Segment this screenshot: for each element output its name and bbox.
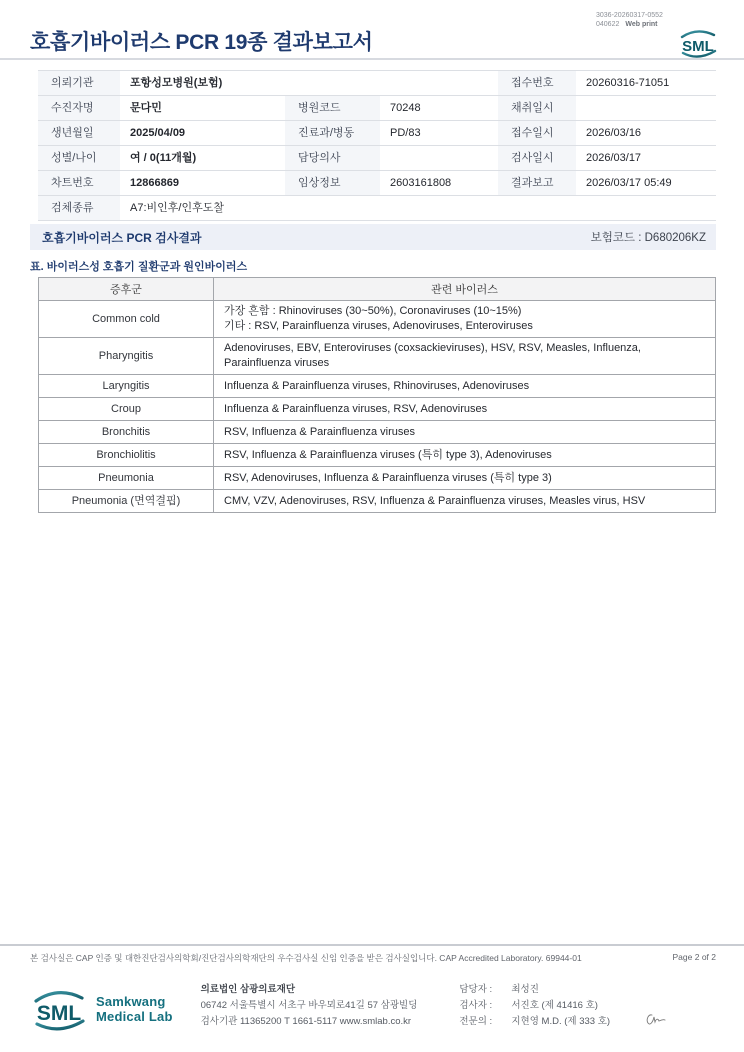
syndrome-cell: Pharyngitis [39, 338, 214, 375]
table-row [39, 421, 716, 444]
svg-text:SML: SML [682, 38, 714, 55]
syndrome-cell: Pneumonia [39, 467, 214, 490]
table-caption: 표. 바이러스성 호흡기 질환군과 원인바이러스 [30, 261, 248, 273]
patient-value: 문다민 [130, 102, 162, 114]
table-row [39, 301, 716, 338]
hospital-code-label: 병원코드 [285, 96, 380, 120]
test-date-value: 2026/03/17 [586, 152, 642, 164]
doctor-label: 담당의사 [285, 146, 380, 170]
viruses-cell [214, 301, 716, 338]
specimen-value: A7:비인후/인후도찰 [130, 202, 224, 214]
table-row [39, 338, 716, 375]
viruses-line2: 기타 : RSV, Parainfluenza viruses, Adenoviruses, Enteroviruses [224, 320, 533, 332]
brand-line1: Samkwang [96, 994, 166, 1009]
syndrome-cell: Laryngitis [39, 375, 214, 398]
footer-divider [0, 944, 744, 946]
table-row [39, 398, 716, 421]
organization-contact: 검사기관 11365200 T 1661-5117 www.smlab.co.kr [200, 1016, 412, 1027]
viruses-cell: RSV, Influenza & Parainfluenza viruses (특히 type 3), Adenoviruses [214, 444, 716, 467]
receipt-no-label: 접수번호 [498, 71, 576, 95]
table-row [39, 375, 716, 398]
accreditation-text: 본 검사실은 CAP 인증 및 대한진단검사의학회/진단검사의학재단의 우수검사실 신임 인증을 받은 검사실입니다. CAP Accredited Laboratory. 69944-01 [30, 953, 582, 963]
info-row-patient [38, 96, 716, 121]
sex-age-value: 여 / 0(11개월) [130, 152, 197, 164]
doctor-value [380, 146, 498, 170]
viruses-cell: Influenza & Parainfluenza viruses, RSV, Adenoviruses [214, 398, 716, 421]
brand-line2: Medical Lab [96, 1009, 173, 1024]
staff-manager-label: 담당자 : [459, 984, 493, 995]
staff-manager [459, 982, 610, 998]
chart-no-value: 12866869 [130, 177, 179, 189]
test-date-label: 검사일시 [498, 146, 576, 170]
patient-label: 수진자명 [38, 96, 120, 120]
hospital-code-value: 70248 [390, 102, 421, 114]
print-code [596, 11, 663, 29]
specimen-label: 검체종류 [38, 196, 120, 220]
web-print-label: Web print [625, 21, 658, 28]
svg-text:SML: SML [36, 1002, 82, 1025]
sml-footer-logo-icon [28, 988, 90, 1039]
footer [28, 982, 716, 1039]
table-header-row [39, 278, 716, 301]
table-row [39, 444, 716, 467]
birth-value: 2025/04/09 [130, 127, 186, 139]
clinical-info-value: 2603161808 [390, 177, 452, 189]
syndrome-cell: Common cold [39, 301, 214, 338]
staff-specialist-name: 지현영 M.D. (제 333 호) [511, 1016, 611, 1027]
chart-no-label: 차트번호 [38, 171, 120, 195]
organization-address: 06742 서울특별시 서초구 바우뫼로41길 57 삼광빌딩 [200, 1000, 418, 1011]
report-date-label: 결과보고 [498, 171, 576, 195]
print-code-number: 040622 [596, 21, 620, 28]
sex-age-label: 성별/나이 [38, 146, 120, 170]
receipt-no-value: 20260316-71051 [586, 77, 670, 89]
page-number: Page 2 of 2 [672, 952, 716, 962]
collect-date-value [576, 96, 716, 120]
signature-icon [644, 1012, 668, 1034]
table-row [39, 490, 716, 513]
viruses-cell: RSV, Adenoviruses, Influenza & Parainfluenza viruses (특히 type 3) [214, 467, 716, 490]
staff-examiner-label: 검사자 : [459, 1000, 493, 1011]
viruses-cell: RSV, Influenza & Parainfluenza viruses [214, 421, 716, 444]
staff-examiner-name: 서진호 (제 41416 호) [511, 1000, 598, 1011]
staff-specialist [459, 1014, 610, 1030]
header-divider [0, 58, 744, 60]
print-code-line1: 3036-20260317-0552 [596, 12, 663, 19]
report-date-value: 2026/03/17 05:49 [586, 177, 672, 189]
insurance-code: 보험코드 : D680206KZ [590, 232, 706, 244]
info-row-chart [38, 171, 716, 196]
syndrome-cell: Croup [39, 398, 214, 421]
clinical-info-label: 임상정보 [285, 171, 380, 195]
receipt-date-value: 2026/03/16 [586, 127, 642, 139]
info-row-specimen [38, 196, 716, 221]
syndrome-cell: Pneumonia (면역결핍) [39, 490, 214, 513]
dept-value: PD/83 [390, 127, 421, 139]
table-row [39, 467, 716, 490]
staff-block [459, 982, 610, 1039]
staff-specialist-label: 전문의 : [459, 1016, 493, 1027]
viruses-line1: 가장 흔함 : Rhinoviruses (30~50%), Coronaviruses (10~15%) [224, 305, 522, 317]
dept-label: 진료과/병동 [285, 121, 380, 145]
syndrome-cell: Bronchitis [39, 421, 214, 444]
info-row-birth [38, 121, 716, 146]
result-section-title: 호흡기바이러스 PCR 검사결과 [42, 230, 202, 245]
client-value: 포항성모병원(보험) [130, 77, 223, 89]
accreditation-row [30, 952, 716, 964]
syndrome-column-header: 증후군 [39, 278, 214, 301]
viruses-column-header: 관련 바이러스 [214, 278, 716, 301]
receipt-date-label: 접수일시 [498, 121, 576, 145]
patient-info-table [38, 70, 716, 221]
staff-manager-name: 최성진 [511, 984, 539, 995]
info-row-client [38, 71, 716, 96]
print-code-line2 [596, 20, 663, 29]
result-section-header [30, 224, 716, 250]
birth-label: 생년월일 [38, 121, 120, 145]
syndrome-cell: Bronchiolitis [39, 444, 214, 467]
info-row-sex-age [38, 146, 716, 171]
organization-block [201, 982, 418, 1039]
organization-name: 의료법인 삼광의료재단 [200, 984, 296, 995]
viruses-cell: Influenza & Parainfluenza viruses, Rhinoviruses, Adenoviruses [214, 375, 716, 398]
collect-date-label: 채취일시 [498, 96, 576, 120]
brand-name [96, 994, 173, 1039]
virus-reference-table [38, 277, 716, 513]
viruses-cell: Adenoviruses, EBV, Enteroviruses (coxsackieviruses), HSV, RSV, Measles, Influenza, Parainfluenza viruses [214, 338, 716, 375]
viruses-cell: CMV, VZV, Adenoviruses, RSV, Influenza & Parainfluenza viruses, Measles virus, HSV [214, 490, 716, 513]
page-title: 호흡기바이러스 PCR 19종 결과보고서 [30, 31, 373, 54]
client-label: 의뢰기관 [38, 71, 120, 95]
staff-examiner [459, 998, 610, 1014]
